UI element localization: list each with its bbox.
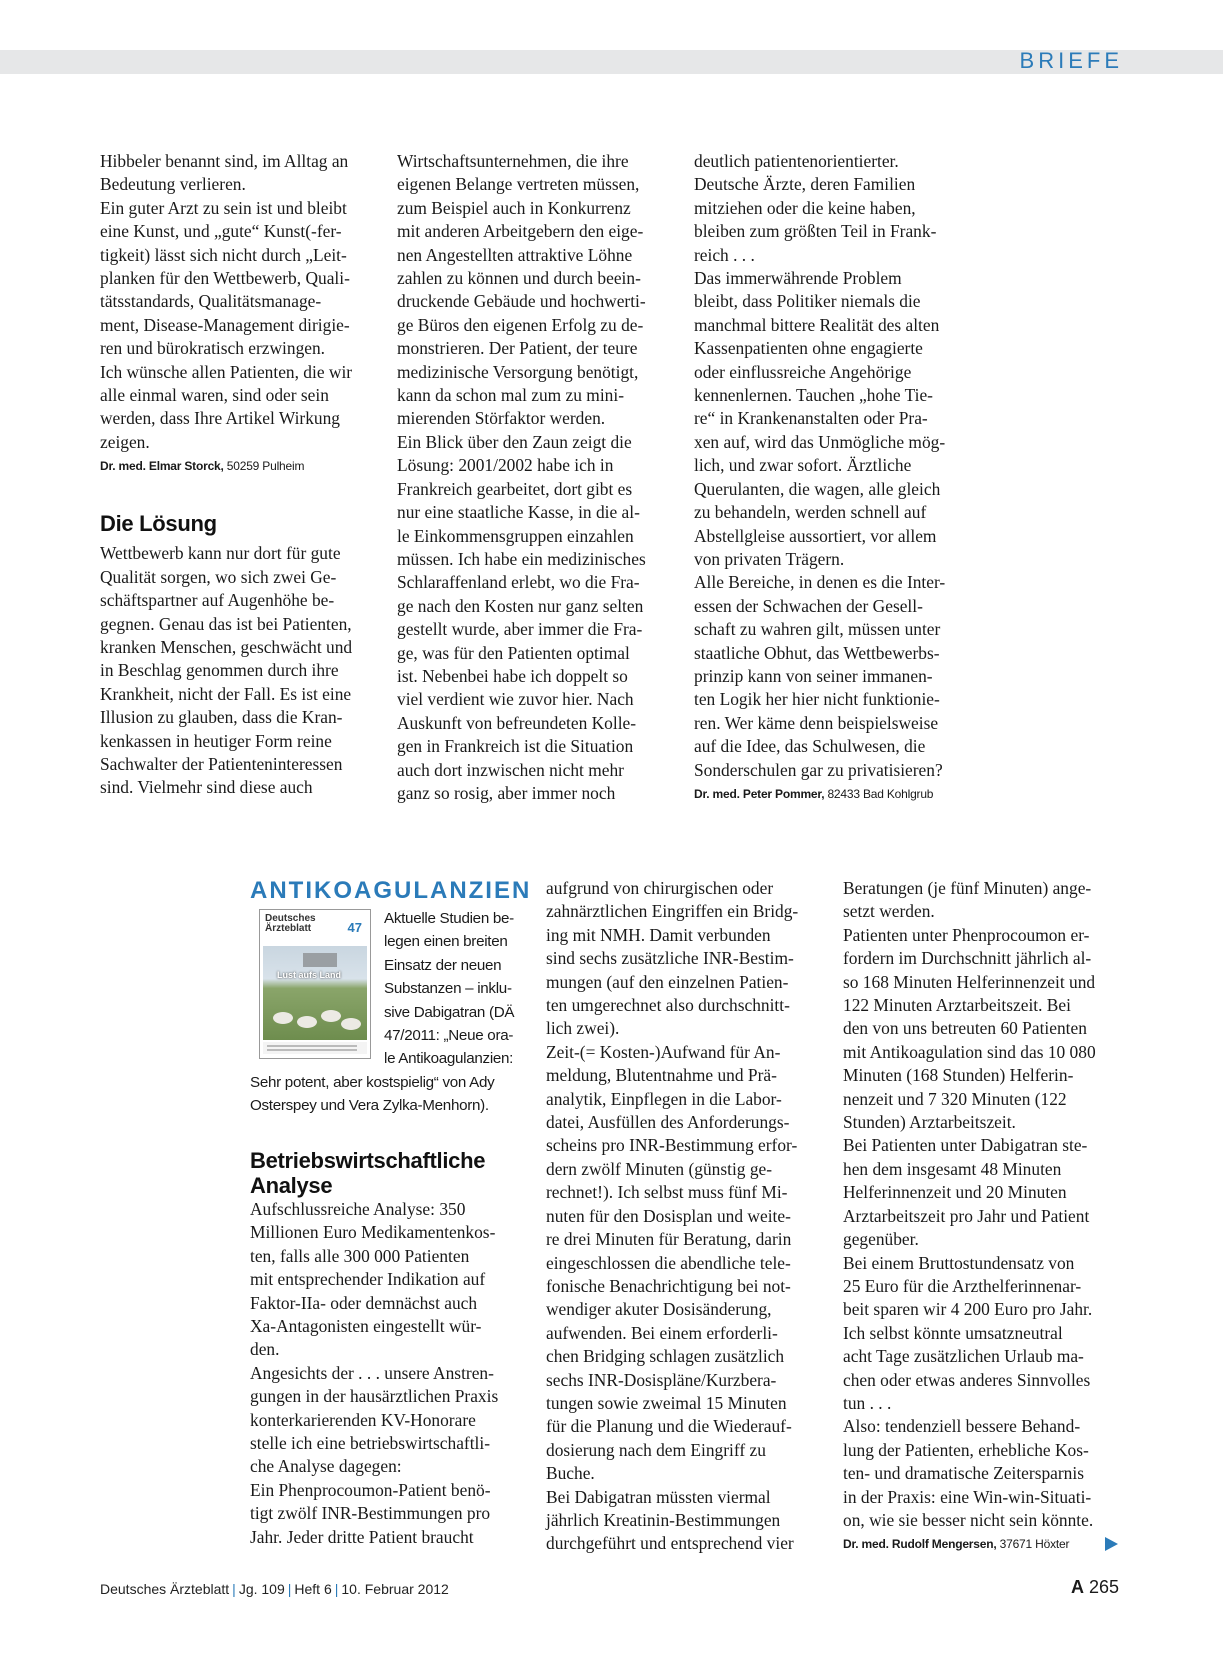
footer-journal: Deutsches Ärzteblatt [100,1581,230,1597]
cover-title [265,914,316,934]
kicker-title: ANTIKOAGULANZIEN [250,877,532,904]
footer-separator: | [334,1581,339,1597]
cover-issue-number: 47 [347,920,362,935]
cover-title-line: Deutsches [265,913,316,924]
continue-arrow-icon [1105,1537,1118,1551]
letter-signature [100,457,385,475]
teaser-text: Sehr potent, aber kostspielig“ von Ady Osterspey und Vera Zylka-Menhorn). [250,1074,495,1115]
signature-name: Dr. med. Elmar Storck, [100,459,224,474]
letter-text: Hibbeler benannt sind, im Alltag an Bedeutung verlieren. Ein guter Arzt zu sein ist und bleibt eine Kunst, und „gute“ Kunst(-fer- tigkeit) lässt sich nicht durch „Leit- planken für den Wettbewerb, Quali- tätsstandards, Qualitätsmanage- ment, Disease-Management dirigie- ren und bürokratisch erzwingen. Ich wünsche allen Patienten, die wir alle einmal waren, sind oder sein werden, dass Ihre Artikel Wirkung zeigen. [100,151,353,452]
upper-column-1 [100,150,385,800]
section-label: BRIEFE [1019,48,1123,73]
cover-caption: Lust aufs Land [277,970,342,980]
letter-heading: Die Lösung [100,511,217,537]
letter-signature [843,1535,1133,1553]
footer-volume: Jg. 109 [238,1581,285,1597]
signature-place: 82433 Bad Kohlgrub [824,786,934,801]
signature-place: 50259 Pulheim [223,459,305,474]
upper-column-3 [694,150,984,803]
letter-text: Wirtschaftsunternehmen, die ihre eigenen Belange vertreten müssen, zum Beispiel auch in Konkurrenz mit anderen Arbeitgebern den eige- nen Angestellten attraktive Löhne zahlen zu können und durch beein- druckende Gebäude und hochwerti- ge Büros den eigenen Erfolg zu de- monstrieren. Der Patient, der teure medizinische Versorgung benötigt, kann da schon mal zum zu mini- mierenden Störfaktor werden. Ein Blick über den Zaun zeigt die Lösung: 2001/2002 habe ich in Frankreich gearbeitet, dort gibt es nur eine staatliche Kasse, in die al- le Einkommensgruppen einzahlen müssen. Ich habe ein medizinisches Schlaraffenland erlebt, wo die Fra- ge nach den Kosten nur ganz selten gestellt wurde, aber immer die Fra- ge, was für den Patienten optimal ist. Nebenbei habe ich doppelt so viel verdient wie zuvor hier. Nach Auskunft von befreundeten Kolle- gen in Frankreich ist die Situation auch dort inzwischen nicht mehr ganz so rosig, aber immer noch [397,151,646,803]
signature-name: Dr. med. Peter Pommer, [694,786,825,801]
signature-name: Dr. med. Rudolf Mengersen, [843,1537,997,1552]
footer-issue: Heft 6 [294,1581,332,1597]
upper-column-2 [397,150,682,805]
letter-heading: Betriebswirtschaftliche Analyse [250,1148,486,1198]
teaser-text: Aktuelle Studien be- legen einen breiten Einsatz der neuen Substanzen – inklu- sive Dabigatran (DÄ 47/2011: „Neue ora- le Antikoagulanzien: [384,910,515,1068]
cover-masthead [260,910,370,946]
sheep-shape [321,1010,341,1022]
teaser-full [250,1071,535,1118]
sheep-shape [273,1012,293,1024]
footer-separator: | [287,1581,292,1597]
barn-shape [303,953,337,967]
letter-signature [694,785,984,803]
cover-title-line: Ärzteblatt [265,923,312,934]
lower-column-1-top [250,877,530,905]
cover-footer-line [267,1045,357,1047]
sheep-shape [297,1016,317,1028]
lower-column-2 [546,877,831,1556]
letter-text: Beratungen (je fünf Minuten) ange- setzt werden. Patienten unter Phenprocoumon er- fordern im Durchschnitt jährlich al- so 168 Minuten Helferinnenzeit und 122 Minuten Arztarbeitszeit. Bei den von uns betreuten 60 Patienten mit Antikoagulation sind das 10 080 Minuten (168 Stunden) Helferin- nenzeit und 7 320 Minuten (122 Stunden) Arztarbeitszeit. Bei Patienten unter Dabigatran ste- hen dem insgesamt 48 Minuten Helferinnenzeit und 20 Minuten Arztarbeitszeit pro Jahr und Patient gegenüber. Bei einem Bruttostundensatz von 25 Euro für die Arzthelferinnenar- beit sparen wir 4 200 Euro pro Jahr. Ich selbst könnte umsatzneutral acht Tage zusätzlichen Urlaub ma- chen oder etwas anderes Sinnvolles tun . . . Also: tendenziell bessere Behand- lung der Patienten, erhebliche Kos- ten- und dramatische Zeitersparnis in der Praxis: eine Win-win-Situati- on, wie sie besser nicht sein könnte. [843,878,1096,1530]
lower-column-3 [843,877,1133,1553]
cover-footer [263,1042,367,1054]
letter-text: aufgrund von chirurgischen oder zahnärztlichen Eingriffen ein Bridg- ing mit NMH. Damit verbunden sind sechs zusätzliche INR-Bestim- mungen (auf den einzelnen Patien- ten umgerechnet also durchschnitt- lich zwei). Zeit-(= Kosten-)Aufwand für An- meldung, Blutentnahme und Prä- analytik, Einpflegen in die Labor- datei, Ausfüllen des Anforderungs- scheins pro INR-Bestimmung erfor- dern zwölf Minuten (günstig ge- rechnet!). Ich selbst muss fünf Mi- nuten für den Dosisplan und weite- re drei Minuten für Beratung, darin eingeschlossen die abendliche tele- fonische Benachrichtigung bei not- wendiger akuter Dosisänderung, aufwenden. Bei einem erforderli- chen Bridging schlagen zusätzlich sechs INR-Dosispläne/Kurzbera- tungen sowie zweimal 15 Minuten für die Planung und die Wiederauf- dosierung nach dem Eingriff zu Buche. Bei Dabigatran müssten viermal jährlich Kreatinin-Bestimmungen durchgeführt und entsprechend vier [546,878,799,1554]
sheep-shape [341,1018,361,1030]
signature-place: 37671 Höxter [996,1537,1070,1552]
cover-footer-line [267,1049,357,1051]
magazine-cover-image [259,909,371,1059]
page-number [1071,1577,1119,1598]
teaser-wrapped [384,907,530,1071]
letter-text: Aufschlussreiche Analyse: 350 Millionen Euro Medikamentenkos- ten, falls alle 300 000 Patienten mit entsprechender Indikation auf Faktor-IIa- oder demnächst auch Xa-Antagonisten eingestellt wür- den. Angesichts der . . . unsere Anstren- gungen in der hausärztlichen Praxis konterkarierenden KV-Honorare stelle ich eine betriebswirtschaftli- che Analyse dagegen: Ein Phenprocoumon-Patient benö- tigt zwölf INR-Bestimmungen pro Jahr. Jeder dritte Patient braucht [250,1199,499,1547]
footer-date: 10. Februar 2012 [341,1581,449,1597]
page-prefix: A [1070,1577,1084,1597]
letter-text: deutlich patientenorientierter. Deutsche Ärzte, deren Familien mitziehen oder die keine haben, bleiben zum größten Teil in Frank- reich . . . Das immerwährende Problem bleibt, dass Politiker niemals die manchmal bittere Realität des alten Kassenpatienten ohne engagierte oder einflussreiche Angehörige kennenlernen. Tauchen „hohe Tie- re“ in Krankenanstalten oder Pra- xen auf, wird das Unmögliche mög- lich, und zwar sofort. Ärztliche Querulanten, die wagen, alle gleich zu behandeln, werden schnell auf Abstellgleise aussortiert, vor allem von privaten Trägern. Alle Bereiche, in denen es die Inter- essen der Schwachen der Gesell- schaft zu wahren gilt, müssen unter staatliche Obhut, das Wettbewerbs- prinzip kann von seiner immanen- ten Logik her hier nicht funktionie- ren. Wer käme denn beispielsweise auf die Idee, das Schulwesen, die Sonderschulen gar zu privatisieren? [694,151,946,780]
cover-photo [263,946,367,1040]
footer-separator: | [232,1581,236,1597]
page-number-value: 265 [1083,1577,1119,1597]
lower-column-1 [250,1148,532,1549]
page-footer [100,1581,449,1597]
letter-text: Wettbewerb kann nur dort für gute Qualität sorgen, wo sich zwei Ge- schäftspartner auf Augenhöhe be- gegnen. Genau das ist bei Patienten, kranken Menschen, geschwächt und in Beschlag genommen durch ihre Krankheit, nicht der Fall. Es ist eine Illusion zu glauben, dass die Kran- kenkassen in heutiger Form reine Sachwalter der Patienteninteressen sind. Vielmehr sind diese auch [100,543,353,798]
